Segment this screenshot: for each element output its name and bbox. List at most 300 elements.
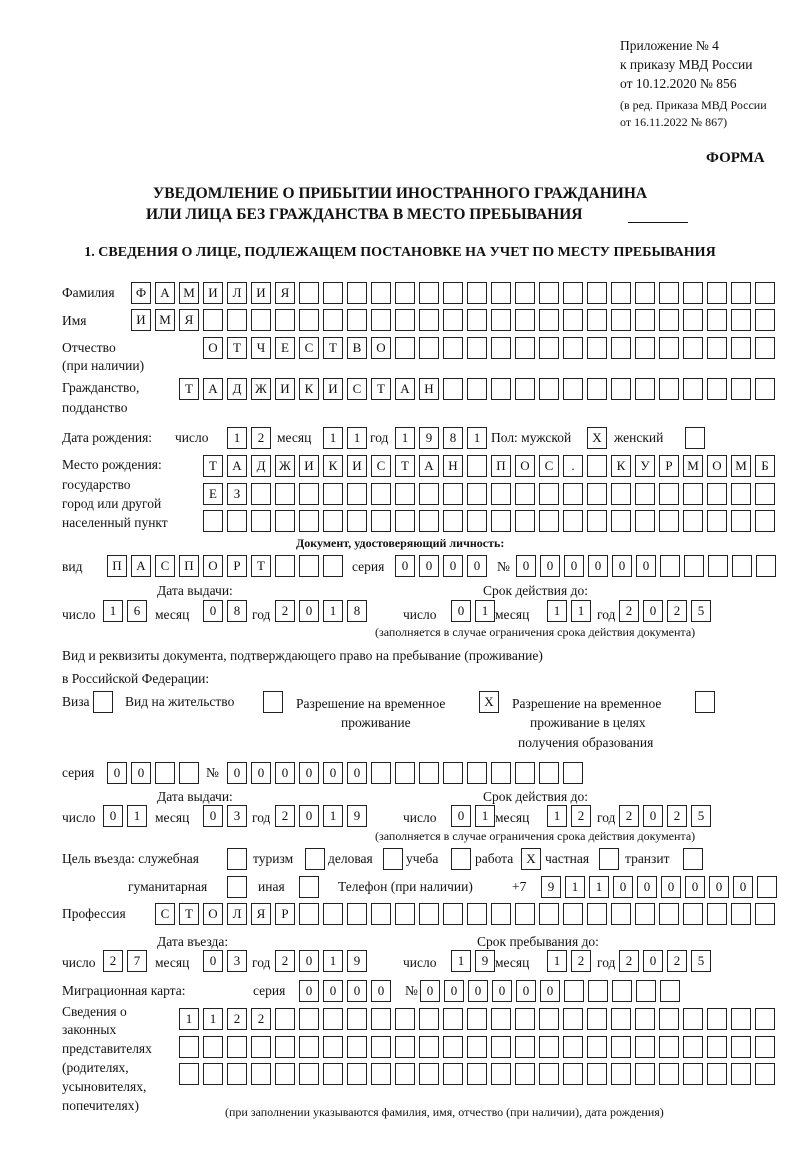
char-box-citizenship[interactable] <box>443 378 463 400</box>
char-box-pob1[interactable] <box>587 455 607 477</box>
char-box-mig-number[interactable] <box>612 980 632 1002</box>
char-box-rep2[interactable] <box>587 1036 607 1058</box>
char-box-stay-year[interactable]: 2 <box>619 950 639 972</box>
char-box-pob1[interactable]: . <box>563 455 583 477</box>
char-box-pob3[interactable] <box>491 510 511 532</box>
char-box-citizenship[interactable] <box>659 378 679 400</box>
char-box-pob3[interactable] <box>707 510 727 532</box>
char-box-doc-issued-month[interactable]: 0 <box>203 600 223 622</box>
char-box-profession[interactable]: Р <box>275 903 295 925</box>
char-box-rep1[interactable] <box>587 1008 607 1030</box>
char-box-rep2[interactable] <box>299 1036 319 1058</box>
char-box-doc-valid-day[interactable]: 1 <box>475 600 495 622</box>
char-box-patronymic[interactable] <box>395 337 415 359</box>
char-box-right-number[interactable] <box>467 762 487 784</box>
char-box-profession[interactable] <box>515 903 535 925</box>
checkbox-trp[interactable]: X <box>479 691 499 713</box>
char-box-doc-number[interactable]: 0 <box>564 555 584 577</box>
char-box-rep2[interactable] <box>179 1036 199 1058</box>
char-box-surname[interactable] <box>587 282 607 304</box>
char-box-rep3[interactable] <box>659 1063 679 1085</box>
char-box-citizenship[interactable]: А <box>203 378 223 400</box>
char-box-name[interactable] <box>611 309 631 331</box>
char-box-right-valid-year[interactable]: 2 <box>667 805 687 827</box>
char-box-citizenship[interactable] <box>707 378 727 400</box>
char-box-doc-number[interactable]: 0 <box>588 555 608 577</box>
char-box-right-series[interactable]: 0 <box>131 762 151 784</box>
char-box-mig-number[interactable]: 0 <box>516 980 536 1002</box>
char-box-entry-day[interactable]: 7 <box>127 950 147 972</box>
char-box-surname[interactable]: Я <box>275 282 295 304</box>
char-box-rep1[interactable] <box>707 1008 727 1030</box>
char-box-phone[interactable]: 0 <box>685 876 705 898</box>
char-box-phone[interactable]: 1 <box>565 876 585 898</box>
char-box-pob1[interactable]: С <box>539 455 559 477</box>
char-box-pob3[interactable] <box>371 510 391 532</box>
char-box-doc-kind[interactable]: Р <box>227 555 247 577</box>
char-box-citizenship[interactable]: И <box>275 378 295 400</box>
char-box-name[interactable] <box>515 309 535 331</box>
char-box-rep2[interactable] <box>251 1036 271 1058</box>
char-box-patronymic[interactable] <box>707 337 727 359</box>
char-box-mig-number[interactable]: 0 <box>444 980 464 1002</box>
char-box-citizenship[interactable]: Т <box>371 378 391 400</box>
char-box-patronymic[interactable] <box>659 337 679 359</box>
char-box-name[interactable]: Я <box>179 309 199 331</box>
char-box-rep2[interactable] <box>443 1036 463 1058</box>
char-box-citizenship[interactable]: Ж <box>251 378 271 400</box>
char-box-citizenship[interactable] <box>467 378 487 400</box>
char-box-profession[interactable] <box>683 903 703 925</box>
char-box-rep1[interactable] <box>443 1008 463 1030</box>
char-box-right-number[interactable] <box>491 762 511 784</box>
char-box-pob3[interactable] <box>419 510 439 532</box>
char-box-citizenship[interactable] <box>611 378 631 400</box>
char-box-surname[interactable] <box>611 282 631 304</box>
char-box-right-number[interactable] <box>539 762 559 784</box>
char-box-stay-day[interactable]: 1 <box>451 950 471 972</box>
char-box-pob1[interactable]: О <box>707 455 727 477</box>
char-box-name[interactable] <box>491 309 511 331</box>
char-box-surname[interactable]: М <box>179 282 199 304</box>
checkbox-p-service[interactable] <box>227 848 247 870</box>
char-box-rep2[interactable] <box>659 1036 679 1058</box>
char-box-pob3[interactable] <box>683 510 703 532</box>
char-box-name[interactable] <box>371 309 391 331</box>
char-box-doc-issued-day[interactable]: 6 <box>127 600 147 622</box>
char-box-doc-series[interactable]: 0 <box>395 555 415 577</box>
char-box-doc-valid-year[interactable]: 2 <box>619 600 639 622</box>
char-box-pob2[interactable] <box>443 483 463 505</box>
blank-line[interactable] <box>628 222 688 223</box>
checkbox-p-work[interactable]: X <box>521 848 541 870</box>
char-box-profession[interactable] <box>587 903 607 925</box>
char-box-pob3[interactable] <box>203 510 223 532</box>
char-box-profession[interactable] <box>443 903 463 925</box>
char-box-entry-year[interactable]: 1 <box>323 950 343 972</box>
char-box-doc-kind[interactable]: П <box>179 555 199 577</box>
char-box-rep2[interactable] <box>227 1036 247 1058</box>
char-box-rep3[interactable] <box>299 1063 319 1085</box>
char-box-stay-month[interactable]: 2 <box>571 950 591 972</box>
char-box-doc-number[interactable] <box>732 555 752 577</box>
char-box-name[interactable] <box>659 309 679 331</box>
char-box-citizenship[interactable] <box>563 378 583 400</box>
char-box-pob3[interactable] <box>323 510 343 532</box>
char-box-doc-series[interactable]: 0 <box>419 555 439 577</box>
char-box-pob3[interactable] <box>755 510 775 532</box>
char-box-mig-number[interactable]: 0 <box>468 980 488 1002</box>
char-box-rep2[interactable] <box>611 1036 631 1058</box>
char-box-dob-year[interactable]: 1 <box>467 427 487 449</box>
char-box-right-issued-day[interactable]: 1 <box>127 805 147 827</box>
char-box-rep2[interactable] <box>203 1036 223 1058</box>
char-box-pob1[interactable]: Ж <box>275 455 295 477</box>
char-box-pob3[interactable] <box>275 510 295 532</box>
char-box-mig-series[interactable]: 0 <box>323 980 343 1002</box>
char-box-stay-year[interactable]: 2 <box>667 950 687 972</box>
char-box-dob-day[interactable]: 2 <box>251 427 271 449</box>
char-box-pob1[interactable]: Т <box>395 455 415 477</box>
char-box-rep1[interactable]: 2 <box>227 1008 247 1030</box>
char-box-citizenship[interactable] <box>587 378 607 400</box>
char-box-dob-year[interactable]: 8 <box>443 427 463 449</box>
char-box-patronymic[interactable] <box>755 337 775 359</box>
checkbox-sex-male[interactable]: X <box>587 427 607 449</box>
char-box-pob1[interactable]: С <box>371 455 391 477</box>
char-box-rep1[interactable] <box>491 1008 511 1030</box>
checkbox-sex-female[interactable] <box>685 427 705 449</box>
char-box-surname[interactable]: Ф <box>131 282 151 304</box>
char-box-patronymic[interactable] <box>515 337 535 359</box>
char-box-patronymic[interactable]: С <box>299 337 319 359</box>
char-box-pob2[interactable] <box>347 483 367 505</box>
char-box-pob3[interactable] <box>347 510 367 532</box>
char-box-right-number[interactable]: 0 <box>299 762 319 784</box>
char-box-right-number[interactable]: 0 <box>347 762 367 784</box>
char-box-surname[interactable]: Л <box>227 282 247 304</box>
char-box-rep3[interactable] <box>491 1063 511 1085</box>
char-box-phone[interactable]: 0 <box>709 876 729 898</box>
char-box-stay-month[interactable]: 1 <box>547 950 567 972</box>
char-box-doc-number[interactable]: 0 <box>612 555 632 577</box>
char-box-patronymic[interactable]: В <box>347 337 367 359</box>
char-box-doc-issued-year[interactable]: 8 <box>347 600 367 622</box>
char-box-name[interactable] <box>731 309 751 331</box>
char-box-rep1[interactable] <box>419 1008 439 1030</box>
char-box-surname[interactable] <box>539 282 559 304</box>
char-box-rep3[interactable] <box>203 1063 223 1085</box>
char-box-rep2[interactable] <box>347 1036 367 1058</box>
char-box-surname[interactable] <box>419 282 439 304</box>
char-box-rep2[interactable] <box>395 1036 415 1058</box>
char-box-surname[interactable] <box>707 282 727 304</box>
char-box-pob2[interactable] <box>299 483 319 505</box>
char-box-pob3[interactable] <box>395 510 415 532</box>
char-box-patronymic[interactable] <box>491 337 511 359</box>
checkbox-p-humanitarian[interactable] <box>227 876 247 898</box>
char-box-pob2[interactable]: Е <box>203 483 223 505</box>
char-box-rep3[interactable] <box>707 1063 727 1085</box>
char-box-profession[interactable]: Л <box>227 903 247 925</box>
char-box-profession[interactable]: Т <box>179 903 199 925</box>
char-box-doc-number[interactable] <box>660 555 680 577</box>
char-box-rep3[interactable] <box>443 1063 463 1085</box>
char-box-rep3[interactable] <box>227 1063 247 1085</box>
char-box-pob3[interactable] <box>227 510 247 532</box>
char-box-surname[interactable] <box>755 282 775 304</box>
char-box-stay-year[interactable]: 0 <box>643 950 663 972</box>
char-box-dob-month[interactable]: 1 <box>323 427 343 449</box>
char-box-right-issued-day[interactable]: 0 <box>103 805 123 827</box>
char-box-rep1[interactable] <box>611 1008 631 1030</box>
checkbox-p-other[interactable] <box>299 876 319 898</box>
char-box-profession[interactable] <box>563 903 583 925</box>
char-box-profession[interactable] <box>731 903 751 925</box>
char-box-name[interactable] <box>275 309 295 331</box>
char-box-rep2[interactable] <box>515 1036 535 1058</box>
char-box-surname[interactable]: А <box>155 282 175 304</box>
char-box-pob3[interactable] <box>539 510 559 532</box>
char-box-pob2[interactable] <box>563 483 583 505</box>
char-box-rep3[interactable] <box>395 1063 415 1085</box>
char-box-profession[interactable] <box>611 903 631 925</box>
char-box-surname[interactable]: И <box>251 282 271 304</box>
char-box-citizenship[interactable] <box>755 378 775 400</box>
char-box-profession[interactable] <box>539 903 559 925</box>
char-box-surname[interactable] <box>371 282 391 304</box>
char-box-mig-series[interactable]: 0 <box>347 980 367 1002</box>
checkbox-p-tourism[interactable] <box>305 848 325 870</box>
char-box-pob2[interactable] <box>635 483 655 505</box>
char-box-stay-year[interactable]: 5 <box>691 950 711 972</box>
char-box-mig-number[interactable] <box>564 980 584 1002</box>
char-box-rep1[interactable]: 1 <box>179 1008 199 1030</box>
char-box-name[interactable] <box>443 309 463 331</box>
char-box-mig-number[interactable]: 0 <box>540 980 560 1002</box>
char-box-profession[interactable] <box>755 903 775 925</box>
char-box-pob1[interactable]: М <box>731 455 751 477</box>
char-box-patronymic[interactable] <box>731 337 751 359</box>
char-box-rep2[interactable] <box>467 1036 487 1058</box>
char-box-doc-number[interactable]: 0 <box>636 555 656 577</box>
checkbox-trpe[interactable] <box>695 691 715 713</box>
char-box-pob2[interactable] <box>755 483 775 505</box>
char-box-pob2[interactable] <box>731 483 751 505</box>
char-box-pob1[interactable]: П <box>491 455 511 477</box>
char-box-pob3[interactable] <box>443 510 463 532</box>
char-box-rep3[interactable] <box>371 1063 391 1085</box>
char-box-surname[interactable] <box>443 282 463 304</box>
char-box-phone[interactable]: 0 <box>613 876 633 898</box>
char-box-doc-number[interactable]: 0 <box>516 555 536 577</box>
char-box-phone[interactable]: 1 <box>589 876 609 898</box>
char-box-citizenship[interactable] <box>635 378 655 400</box>
char-box-surname[interactable] <box>395 282 415 304</box>
char-box-pob1[interactable]: Р <box>659 455 679 477</box>
char-box-doc-kind[interactable]: Т <box>251 555 271 577</box>
char-box-rep2[interactable] <box>635 1036 655 1058</box>
char-box-surname[interactable] <box>731 282 751 304</box>
char-box-right-valid-day[interactable]: 0 <box>451 805 471 827</box>
char-box-doc-kind[interactable] <box>275 555 295 577</box>
char-box-surname[interactable] <box>323 282 343 304</box>
char-box-doc-valid-year[interactable]: 0 <box>643 600 663 622</box>
char-box-patronymic[interactable]: Т <box>323 337 343 359</box>
char-box-doc-kind[interactable] <box>299 555 319 577</box>
char-box-profession[interactable]: О <box>203 903 223 925</box>
char-box-pob3[interactable] <box>515 510 535 532</box>
char-box-pob1[interactable]: И <box>347 455 367 477</box>
char-box-right-number[interactable] <box>371 762 391 784</box>
char-box-pob2[interactable] <box>539 483 559 505</box>
char-box-rep1[interactable] <box>731 1008 751 1030</box>
char-box-name[interactable] <box>467 309 487 331</box>
char-box-rep2[interactable] <box>539 1036 559 1058</box>
char-box-name[interactable]: М <box>155 309 175 331</box>
char-box-patronymic[interactable] <box>539 337 559 359</box>
char-box-pob2[interactable] <box>275 483 295 505</box>
char-box-pob2[interactable]: З <box>227 483 247 505</box>
char-box-pob2[interactable] <box>611 483 631 505</box>
char-box-pob3[interactable] <box>731 510 751 532</box>
char-box-pob2[interactable] <box>515 483 535 505</box>
char-box-profession[interactable] <box>323 903 343 925</box>
char-box-patronymic[interactable] <box>683 337 703 359</box>
char-box-name[interactable] <box>755 309 775 331</box>
char-box-rep1[interactable] <box>395 1008 415 1030</box>
checkbox-residence[interactable] <box>263 691 283 713</box>
char-box-rep1[interactable] <box>659 1008 679 1030</box>
char-box-doc-series[interactable]: 0 <box>467 555 487 577</box>
char-box-pob3[interactable] <box>659 510 679 532</box>
char-box-rep2[interactable] <box>275 1036 295 1058</box>
char-box-rep1[interactable] <box>371 1008 391 1030</box>
char-box-pob1[interactable]: К <box>611 455 631 477</box>
char-box-profession[interactable] <box>419 903 439 925</box>
char-box-pob1[interactable]: Д <box>251 455 271 477</box>
char-box-stay-day[interactable]: 9 <box>475 950 495 972</box>
char-box-pob1[interactable]: К <box>323 455 343 477</box>
char-box-patronymic[interactable]: О <box>203 337 223 359</box>
char-box-doc-valid-month[interactable]: 1 <box>571 600 591 622</box>
char-box-name[interactable] <box>539 309 559 331</box>
char-box-citizenship[interactable]: Н <box>419 378 439 400</box>
char-box-rep3[interactable] <box>347 1063 367 1085</box>
char-box-pob2[interactable] <box>419 483 439 505</box>
char-box-name[interactable] <box>587 309 607 331</box>
char-box-citizenship[interactable]: И <box>323 378 343 400</box>
char-box-doc-issued-year[interactable]: 0 <box>299 600 319 622</box>
char-box-name[interactable] <box>635 309 655 331</box>
char-box-right-number[interactable] <box>515 762 535 784</box>
char-box-right-valid-year[interactable]: 2 <box>619 805 639 827</box>
char-box-mig-number[interactable]: 0 <box>420 980 440 1002</box>
char-box-doc-valid-day[interactable]: 0 <box>451 600 471 622</box>
char-box-pob1[interactable]: Т <box>203 455 223 477</box>
char-box-rep3[interactable] <box>539 1063 559 1085</box>
char-box-dob-year[interactable]: 9 <box>419 427 439 449</box>
char-box-surname[interactable] <box>347 282 367 304</box>
char-box-rep1[interactable] <box>323 1008 343 1030</box>
char-box-rep3[interactable] <box>251 1063 271 1085</box>
char-box-citizenship[interactable] <box>539 378 559 400</box>
char-box-citizenship[interactable] <box>731 378 751 400</box>
char-box-doc-valid-month[interactable]: 1 <box>547 600 567 622</box>
char-box-name[interactable] <box>395 309 415 331</box>
char-box-pob2[interactable] <box>371 483 391 505</box>
char-box-pob3[interactable] <box>563 510 583 532</box>
char-box-surname[interactable] <box>659 282 679 304</box>
char-box-rep2[interactable] <box>707 1036 727 1058</box>
char-box-profession[interactable] <box>659 903 679 925</box>
char-box-rep3[interactable] <box>179 1063 199 1085</box>
char-box-pob2[interactable] <box>587 483 607 505</box>
char-box-mig-series[interactable]: 0 <box>371 980 391 1002</box>
char-box-profession[interactable] <box>491 903 511 925</box>
char-box-doc-valid-year[interactable]: 2 <box>667 600 687 622</box>
char-box-rep1[interactable] <box>347 1008 367 1030</box>
char-box-rep1[interactable]: 1 <box>203 1008 223 1030</box>
char-box-surname[interactable] <box>635 282 655 304</box>
char-box-pob1[interactable]: И <box>299 455 319 477</box>
char-box-doc-number[interactable]: 0 <box>540 555 560 577</box>
char-box-pob2[interactable] <box>491 483 511 505</box>
char-box-profession[interactable] <box>707 903 727 925</box>
char-box-phone[interactable]: 0 <box>661 876 681 898</box>
char-box-citizenship[interactable]: Т <box>179 378 199 400</box>
char-box-pob2[interactable] <box>395 483 415 505</box>
char-box-rep1[interactable] <box>467 1008 487 1030</box>
char-box-surname[interactable]: И <box>203 282 223 304</box>
checkbox-visa[interactable] <box>93 691 113 713</box>
char-box-pob1[interactable]: А <box>227 455 247 477</box>
char-box-entry-month[interactable]: 0 <box>203 950 223 972</box>
char-box-mig-series[interactable]: 0 <box>299 980 319 1002</box>
char-box-rep1[interactable]: 2 <box>251 1008 271 1030</box>
char-box-pob3[interactable] <box>611 510 631 532</box>
checkbox-p-business[interactable] <box>383 848 403 870</box>
char-box-rep2[interactable] <box>419 1036 439 1058</box>
char-box-entry-year[interactable]: 9 <box>347 950 367 972</box>
char-box-name[interactable] <box>683 309 703 331</box>
char-box-surname[interactable] <box>491 282 511 304</box>
char-box-patronymic[interactable] <box>587 337 607 359</box>
checkbox-p-study[interactable] <box>451 848 471 870</box>
char-box-rep2[interactable] <box>323 1036 343 1058</box>
char-box-right-number[interactable]: 0 <box>323 762 343 784</box>
char-box-patronymic[interactable] <box>611 337 631 359</box>
char-box-rep1[interactable] <box>515 1008 535 1030</box>
char-box-pob3[interactable] <box>299 510 319 532</box>
char-box-pob1[interactable]: О <box>515 455 535 477</box>
char-box-dob-year[interactable]: 1 <box>395 427 415 449</box>
char-box-right-series[interactable] <box>155 762 175 784</box>
char-box-surname[interactable] <box>683 282 703 304</box>
checkbox-p-private[interactable] <box>599 848 619 870</box>
char-box-citizenship[interactable]: А <box>395 378 415 400</box>
char-box-pob1[interactable] <box>467 455 487 477</box>
char-box-rep1[interactable] <box>539 1008 559 1030</box>
char-box-rep2[interactable] <box>491 1036 511 1058</box>
char-box-right-number[interactable]: 0 <box>227 762 247 784</box>
char-box-mig-number[interactable]: 0 <box>492 980 512 1002</box>
char-box-name[interactable] <box>299 309 319 331</box>
char-box-mig-number[interactable] <box>636 980 656 1002</box>
char-box-right-valid-month[interactable]: 2 <box>571 805 591 827</box>
char-box-right-issued-year[interactable]: 9 <box>347 805 367 827</box>
char-box-patronymic[interactable]: О <box>371 337 391 359</box>
